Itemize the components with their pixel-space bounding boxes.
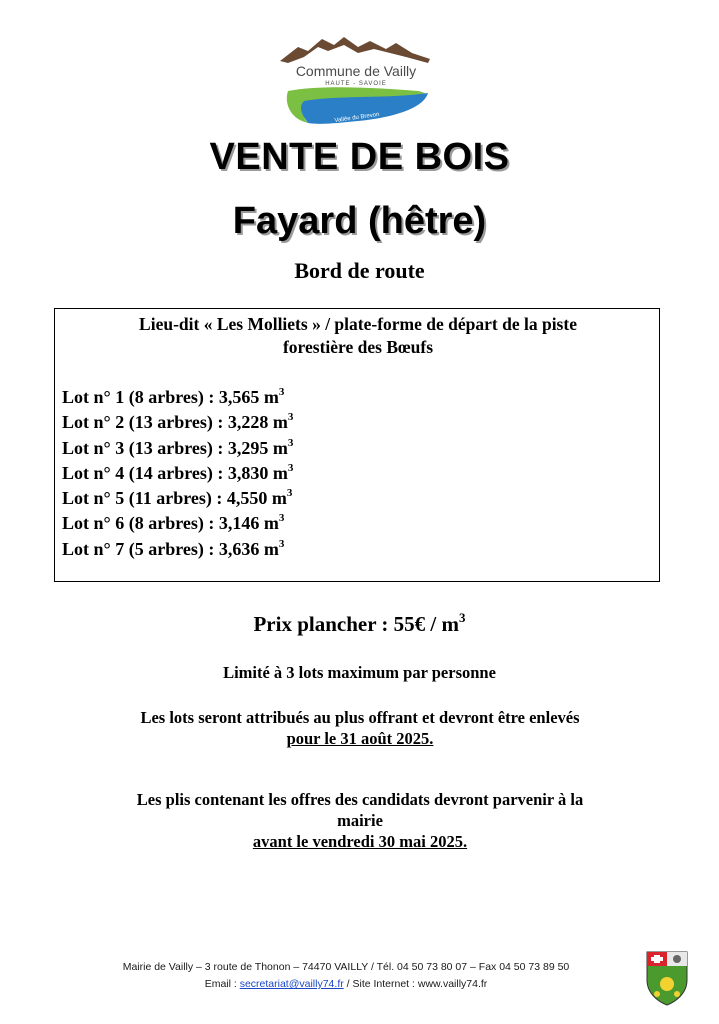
lot-item: Lot n° 5 (11 arbres) : 4,550 $m^3$ [62,487,293,509]
lot-item: Lot n° 1 (8 arbres) : 3,565 $m^3$ [62,386,285,407]
wood-type: Fayard (hêtre) [232,200,487,242]
location-type: Bord de route [294,258,425,283]
lot-item: Lot n° 6 (8 arbres) : 3,146 $m^3$ [62,512,285,534]
removal-deadline: pour le 31 août 2025. [286,729,434,748]
footer-contact: Email : secretariat@vailly74.fr / Site Internet : www.vailly74.fr [204,978,488,990]
place-description [65,313,651,359]
coat-of-arms-icon [645,950,689,1006]
lot-item: Lot n° 4 (14 arbres) : 3,830 $m^3$ [62,461,294,483]
attribution-notice: Les lots seront attribués au plus offrant et devront être enlevés pour le 31 août 2025. [60,707,660,749]
lots-list [62,385,293,562]
lot-item: Lot n° 2 (13 arbres) : 3,228 $m^3$ [62,411,294,433]
lot-item: Lot n° 7 (5 arbres) : 3,636 $m^3$ [62,537,285,559]
email-link[interactable]: secretariat@vailly74.fr [239,978,344,990]
logo-title: Commune de Vailly [295,63,417,79]
lot-limit: Limité à 3 lots maximum par personne [223,663,496,682]
footer-address: Mairie de Vailly – 3 route de Thonon – 74470 VAILLY / Tél. 04 50 73 80 07 – Fax 04 50 73 89 50 [122,961,570,973]
footer [40,959,652,993]
place-line-1: Lieu-dit « Les Molliets » / plate-forme de départ de la piste [139,314,577,334]
logo-region: HAUTE - SAVOIE [325,81,387,87]
offers-deadline: avant le vendredi 30 mai 2025. [252,832,468,851]
lots-box [54,308,660,582]
place-line-2: forestière des Bœufs [282,337,434,357]
commune-logo [278,33,434,129]
lot-item: Lot n° 3 (13 arbres) : 3,295 $m^3$ [62,436,294,458]
floor-price: Prix plancher : 55€ / $m^3$ [253,610,466,636]
offers-notice: Les plis contenant les offres des candidats devront parvenir à la mairie avant le vendredi 30 mai 2025. [60,789,660,852]
logo-river-name: Vallée du Brevon [334,111,380,125]
page-title: VENTE DE BOIS [209,136,510,178]
